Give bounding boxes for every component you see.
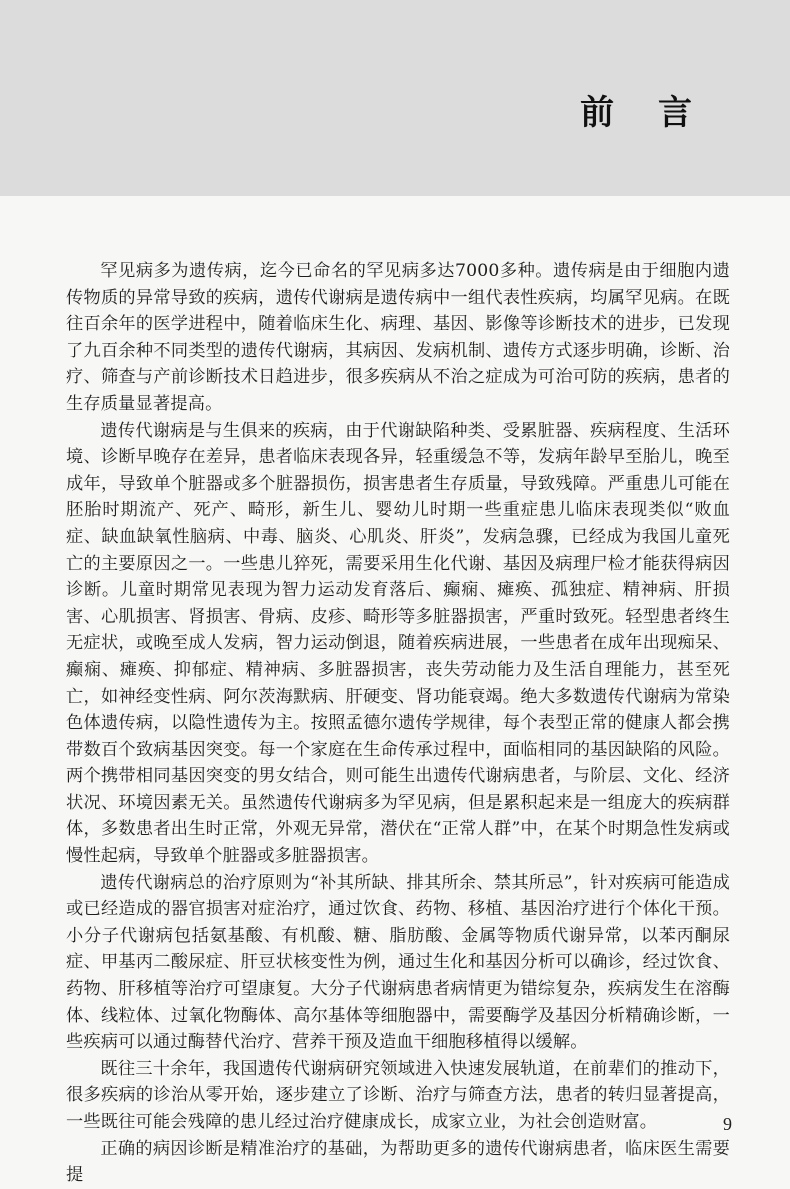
header-band: [0, 0, 790, 196]
page-number: 9: [723, 1114, 732, 1134]
paragraph: 遗传代谢病是与生俱来的疾病，由于代谢缺陷种类、受累脏器、疾病程度、生活环境、诊断早晚存在差异，患者临床表现各异，轻重缓急不等，发病年龄早至胎儿，晚至成年，导致单个脏器或多个脏器损伤，损害患者生存质量，导致残障。严重患儿可能在胚胎时期流产、死产、畸形，新生儿、婴幼儿时期一些重症患儿临床表现类似“败血症、缺血缺氧性脑病、中毒、脑炎、心肌炎、肝炎”，发病急骤，已经成为我国儿童死亡的主要原因之一。一些患儿猝死，需要采用生化代谢、基因及病理尸检才能获得病因诊断。儿童时期常见表现为智力运动发育落后、癫痫、瘫痪、孤独症、精神病、肝损害、心肌损害、肾损害、骨病、皮疹、畸形等多脏器损害，严重时致死。轻型患者终生无症状，或晚至成人发病，智力运动倒退，随着疾病进展，一些患者在成年出现痴呆、癫痫、瘫痪、抑郁症、精神病、多脏器损害，丧失劳动能力及生活自理能力，甚至死亡，如神经变性病、阿尔茨海默病、肝硬变、肾功能衰竭。绝大多数遗传代谢病为常染色体遗传病，以隐性遗传为主。按照孟德尔遗传学规律，每个表型正常的健康人都会携带数百个致病基因突变。每一个家庭在生命传承过程中，面临相同的基因缺陷的风险。两个携带相同基因突变的男女结合，则可能生出遗传代谢病患者，与阶层、文化、经济状况、环境因素无关。虽然遗传代谢病多为罕见病，但是累积起来是一组庞大的疾病群体，多数患者出生时正常，外观无异常，潜伏在“正常人群”中，在某个时期急性发病或慢性起病，导致单个脏器或多脏器损害。: [66, 420, 730, 867]
paragraph: 正确的病因诊断是精准治疗的基础，为帮助更多的遗传代谢病患者，临床医生需要提: [66, 1138, 730, 1186]
paragraph: 既往三十余年，我国遗传代谢病研究领域进入快速发展轨道，在前辈们的推动下，很多疾病的诊治从零开始，逐步建立了诊断、治疗与筛查方法，患者的转归显著提高，一些既往可能会残障的患儿经过治疗健康成长，成家立业，为社会创造财富。: [66, 1058, 730, 1132]
paragraph: 罕见病多为遗传病，迄今已命名的罕见病多达7000多种。遗传病是由于细胞内遗传物质的异常导致的疾病，遗传代谢病是遗传病中一组代表性疾病，均属罕见病。在既往百余年的医学进程中，随着临床生化、病理、基因、影像等诊断技术的进步，已发现了九百余种不同类型的遗传代谢病，其病因、发病机制、遗传方式逐步明确，诊断、治疗、筛查与产前诊断技术日趋进步，很多疾病从不治之症成为可治可防的疾病，患者的生存质量显著提高。: [66, 261, 730, 414]
page-title: 前 言: [580, 93, 708, 133]
paragraph: 遗传代谢病总的治疗原则为“补其所缺、排其所余、禁其所忌”，针对疾病可能造成或已经造成的器官损害对症治疗，通过饮食、药物、移植、基因治疗进行个体化干预。小分子代谢病包括氨基酸、有机酸、糖、脂肪酸、金属等物质代谢异常，以苯丙酮尿症、甲基丙二酸尿症、肝豆状核变性为例，通过生化和基因分析可以确诊，经过饮食、药物、肝移植等治疗可望康复。大分子代谢病患者病情更为错综复杂，疾病发生在溶酶体、线粒体、过氧化物酶体、高尔基体等细胞器中，需要酶学及基因分析精确诊断，一些疾病可以通过酶替代治疗、营养干预及造血干细胞移植得以缓解。: [66, 872, 730, 1053]
body-text: [66, 258, 730, 1189]
